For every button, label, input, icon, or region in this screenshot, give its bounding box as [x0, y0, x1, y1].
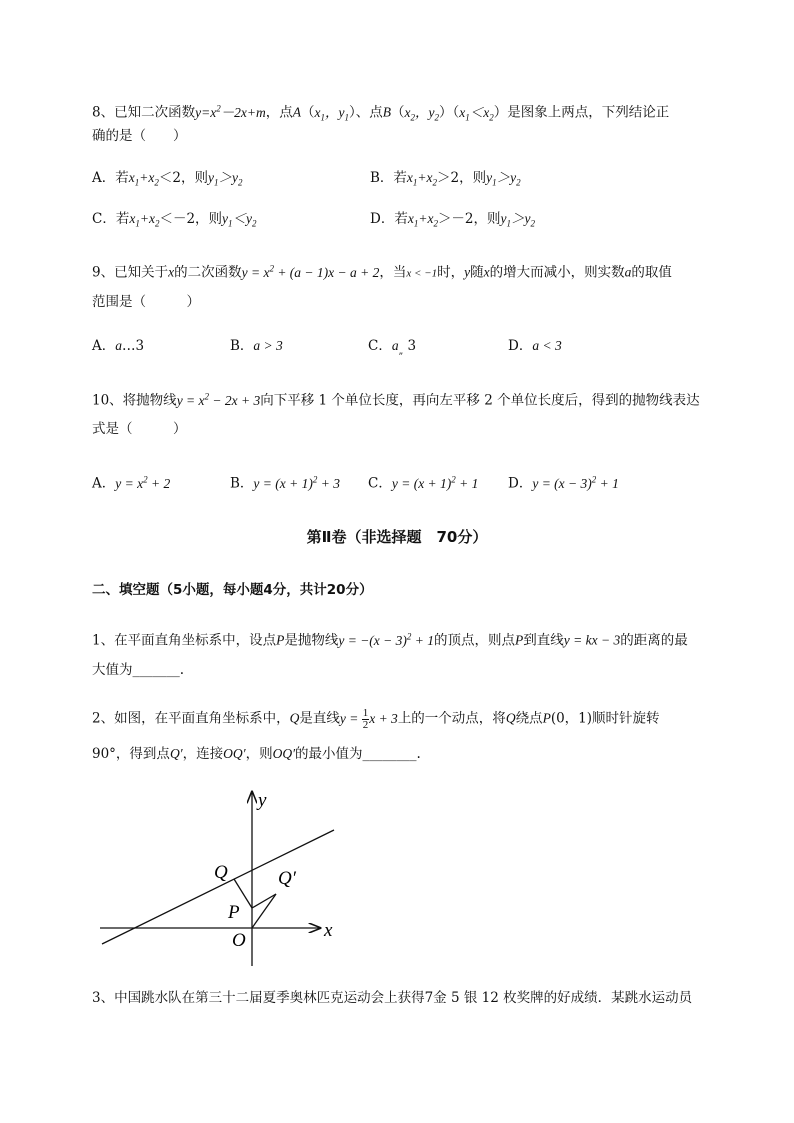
fill1-parabola: $y = -(x - 3)^2 + 1$ — [338, 631, 435, 648]
fill2-line1: 2、如图，在平面直角坐标系中，Q是直线y = $\frac{1}{2}$ x + 3上的一个动点，将Q绕点P(0，1)顺时针旋转 — [92, 707, 660, 731]
q8-option-c: C．若$x_1+x_2<-2$，则$y_1<y_2$ — [92, 211, 257, 229]
fill1-line-eq: y = kx − 3 — [563, 632, 621, 648]
segment-pq-prime — [252, 894, 276, 908]
q9-function: $y = x^2 + (a - 1)x - a + 2$ — [241, 263, 380, 280]
point-p-label: P — [228, 902, 240, 923]
q8-line2: 确的是（ ） — [92, 128, 187, 144]
q9-option-c: C．$a_„$ 3 — [368, 338, 417, 357]
q8-option-b: B．若$x_1+x_2>2$，则$y_1>y_2$ — [370, 170, 521, 188]
q8-line1: 8、已知二次函数$y=x^2-2x+m$，点$A(x_1$，$y_1$）、点$B(x_2$，$y_2)(x_1<x_2)$是图象上两点，下列结论正 — [92, 103, 670, 123]
q10-option-b: B．$y = (x + 1)^2 + 3$ — [230, 474, 340, 492]
y-axis-label: y — [258, 790, 267, 811]
q8-option-a: A．若$x_1+x_2<2$，则$y_1>y_2$ — [92, 170, 243, 188]
x-axis-label: x — [324, 920, 333, 941]
fill1-line1: 1、在平面直角坐标系中，设点P是抛物线$y = -(x - 3)^2 + 1$的顶点，则点P到直线y = kx − 3的距离的最 — [92, 631, 688, 649]
q10-line1: 10、将抛物线$y = x^2 - 2x + 3$向下平移 1 个单位长度，再向左平移 2 个单位长度后，得到的抛物线表达 — [92, 391, 700, 409]
q9-option-a: A．a…3 — [92, 338, 145, 354]
fill3-line1: 3、中国跳水队在第三十二届夏季奥林匹克运动会上获得7金 5 银 12 枚奖牌的好成绩．某跳水运动员 — [92, 990, 693, 1006]
segment-oq-prime — [252, 894, 276, 928]
q9-line2: 范围是（ ） — [92, 294, 200, 310]
part2-heading: 第Ⅱ卷（非选择题 70分） — [306, 528, 488, 546]
fill2-line-eq: y = $\frac{1}{2}$ x + 3 — [339, 707, 398, 731]
point-q-prime-label: Q′ — [278, 868, 296, 889]
q9-option-b: B．a > 3 — [230, 338, 283, 354]
q10-option-c: C．$y = (x + 1)^2 + 1$ — [368, 474, 479, 492]
q10-line2: 式是（ ） — [92, 421, 187, 437]
q10-option-a: A．$y = x^2 + 2$ — [92, 474, 171, 492]
fill2-line2: 90°，得到点Q′，连接OQ′，则OQ′的最小值为________. — [92, 746, 421, 762]
q10-function: $y = x^2 - 2x + 3$ — [176, 391, 261, 408]
q9-option-d: D．a < 3 — [508, 338, 562, 354]
section-fill-in-title: 二、填空题（5小题，每小题4分，共计20分） — [92, 582, 373, 598]
coordinate-figure — [90, 784, 350, 974]
q8-function: $y=x^2-2x+m$ — [195, 103, 266, 120]
q9-line1: 9、已知关于x的二次函数$y = x^2 + (a - 1)x - a + 2$，当x < −1时，y随x的增大而减小，则实数a的取值 — [92, 263, 672, 281]
line-q — [102, 830, 334, 944]
q8-option-d: D．若$x_1+x_2>-2$，则$y_1>y_2$ — [370, 211, 536, 229]
point-q-label: Q — [214, 862, 228, 883]
origin-label: O — [232, 930, 246, 951]
fill1-line2: 大值为_______. — [92, 662, 185, 678]
q10-option-d: D．$y = (x - 3)^2 + 1$ — [508, 474, 619, 492]
